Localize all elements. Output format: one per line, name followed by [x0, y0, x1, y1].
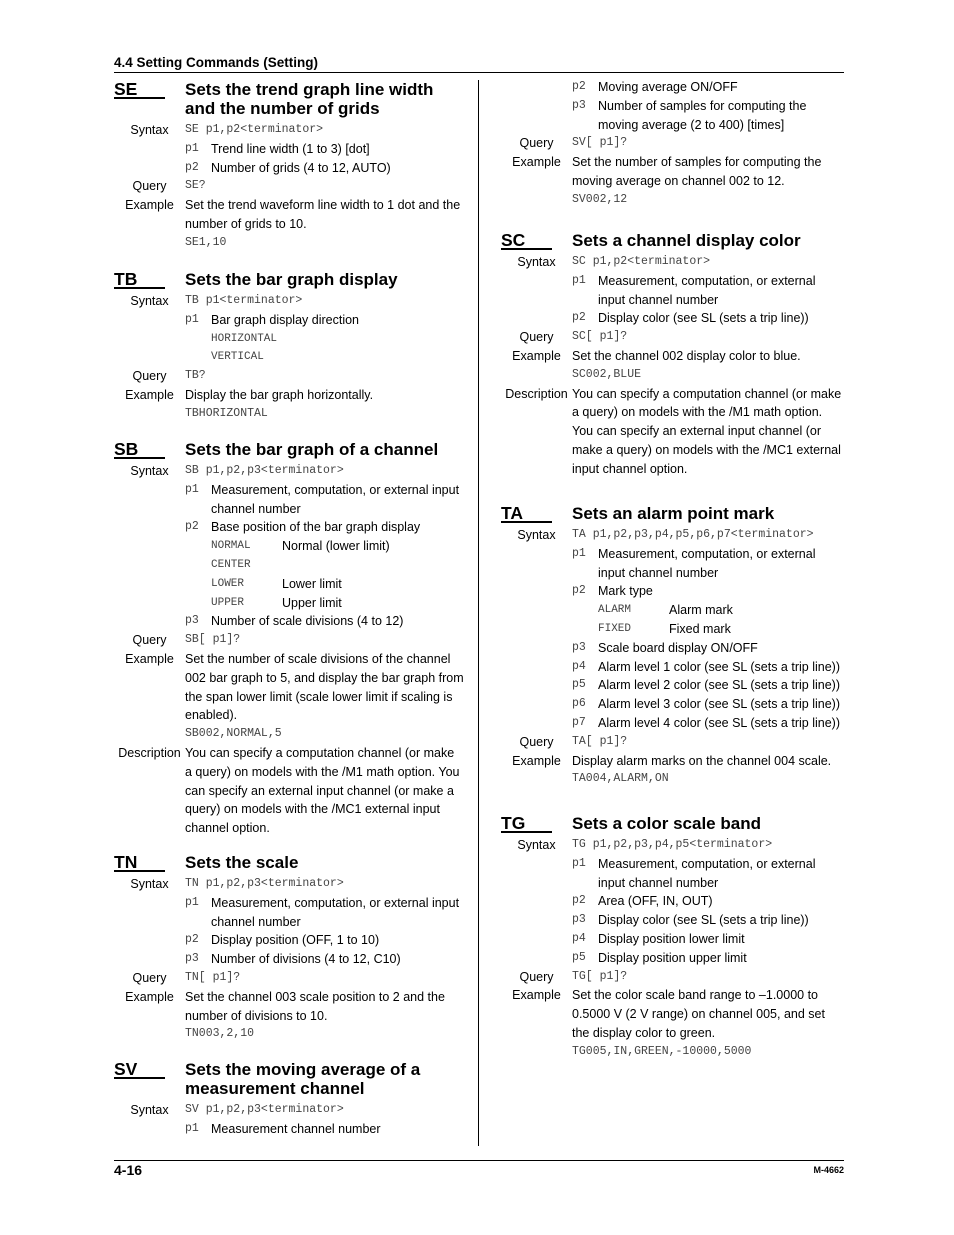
se-heading — [114, 80, 464, 118]
option-key: VERTICAL — [211, 351, 264, 364]
option-key: UPPER — [211, 596, 245, 609]
sb-heading — [114, 440, 464, 459]
sb-param — [185, 518, 464, 537]
sc-syntax: SC p1,p2<terminator> — [572, 255, 711, 268]
tn-example-text: Set the channel 003 scale position to 2 and the number of divisions to 10. — [185, 989, 445, 1023]
param-name: p2 — [572, 894, 586, 908]
example-label: Example — [125, 387, 174, 402]
param-name: p3 — [572, 640, 586, 654]
sv-param — [572, 97, 844, 135]
ta-example-row — [501, 752, 844, 790]
query-label: Query — [519, 136, 554, 151]
sc-title: Sets a channel display color — [572, 231, 801, 250]
ta-example-text: Display alarm marks on the channel 004 scale. — [572, 753, 832, 768]
sb-example-code: SB002,NORMAL,5 — [185, 727, 282, 741]
sc-example-row — [501, 347, 844, 385]
param-name: p3 — [572, 98, 586, 112]
sc-description-row — [501, 385, 844, 479]
param-text: Scale board display ON/OFF — [598, 640, 758, 655]
ta-param — [572, 676, 844, 695]
ta-param — [572, 695, 844, 714]
tn-heading — [114, 853, 464, 872]
sv-param — [185, 1120, 464, 1139]
param-name: p3 — [185, 952, 199, 966]
syntax-label: Syntax — [130, 1103, 169, 1117]
option-key: CENTER — [211, 558, 251, 571]
option-text: Lower limit — [282, 576, 342, 591]
sv-params-cont — [501, 78, 844, 134]
option-key: LOWER — [211, 577, 245, 590]
option-key: NORMAL — [211, 540, 251, 553]
tg-param — [572, 949, 844, 968]
blank-label — [501, 78, 572, 134]
sv-query: SV[ p1]? — [572, 136, 628, 150]
command-se — [114, 80, 464, 270]
sv-heading — [114, 1060, 464, 1098]
example-label: Example — [125, 198, 174, 213]
option-text — [282, 556, 464, 575]
se-code: SE — [114, 80, 165, 99]
param-text: Alarm level 2 color (see SL (sets a trip line)) — [598, 678, 840, 693]
tb-option — [185, 348, 464, 367]
sb-title: Sets the bar graph of a channel — [185, 440, 439, 459]
description-label: Description — [118, 745, 181, 760]
example-label: Example — [512, 753, 561, 768]
sc-heading — [501, 231, 844, 250]
command-sb — [114, 440, 464, 853]
ta-query-row — [501, 733, 844, 752]
param-text: Display position lower limit — [598, 931, 745, 946]
sb-syntax-row — [114, 462, 464, 631]
command-tb — [114, 270, 464, 440]
sv-title: Sets the moving average of a measurement channel — [185, 1060, 421, 1098]
param-text: Alarm level 1 color (see SL (sets a trip line)) — [598, 659, 840, 674]
se-query-row — [114, 177, 464, 196]
tn-param — [185, 894, 464, 932]
tg-heading — [501, 814, 844, 833]
tb-title: Sets the bar graph display — [185, 270, 398, 289]
tn-syntax: TN p1,p2,p3<terminator> — [185, 877, 344, 890]
sv-example-code: SV002,12 — [572, 192, 628, 206]
tb-param — [185, 311, 464, 330]
ta-param — [572, 658, 844, 677]
tn-example-code: TN003,2,10 — [185, 1027, 255, 1041]
syntax-label: Syntax — [517, 255, 556, 269]
example-label: Example — [512, 348, 561, 363]
param-text: Alarm level 4 color (see SL (sets a trip line)) — [598, 715, 840, 730]
ta-param — [572, 582, 844, 601]
syntax-label: Syntax — [130, 464, 169, 478]
param-text: Measurement, computation, or external input channel number — [211, 482, 460, 516]
se-syntax-row — [114, 121, 464, 177]
ta-heading — [501, 504, 844, 523]
sc-param — [572, 272, 844, 310]
se-title: Sets the trend graph line width and the number of grids — [185, 80, 434, 118]
param-text: Number of samples for computing the moving average (2 to 400) [times] — [598, 98, 807, 132]
se-param — [185, 159, 464, 178]
header-rule — [114, 72, 844, 73]
sc-syntax-row — [501, 253, 844, 328]
param-name: p1 — [572, 546, 586, 560]
ta-query: TA[ p1]? — [572, 734, 628, 748]
tn-title: Sets the scale — [185, 853, 299, 872]
sb-option — [185, 575, 464, 594]
param-name: p1 — [572, 273, 586, 287]
command-ta — [501, 504, 844, 814]
sb-param — [185, 612, 464, 631]
param-text: Measurement, computation, or external input channel number — [598, 546, 816, 580]
sv-syntax: SV p1,p2,p3<terminator> — [185, 1103, 344, 1116]
se-param — [185, 140, 464, 159]
param-name: p2 — [572, 584, 586, 598]
sb-option — [185, 594, 464, 613]
option-text: Normal (lower limit) — [282, 539, 390, 554]
syntax-label: Syntax — [517, 838, 556, 852]
param-text: Measurement channel number — [211, 1121, 381, 1136]
param-text: Display position upper limit — [598, 950, 747, 965]
syntax-label: Syntax — [517, 528, 556, 542]
sb-code: SB — [114, 440, 165, 459]
sc-example-code: SC002,BLUE — [572, 367, 642, 381]
tg-param — [572, 855, 844, 893]
example-label: Example — [125, 651, 174, 666]
param-text: Measurement, computation, or external input channel number — [598, 273, 816, 307]
ta-title: Sets an alarm point mark — [572, 504, 775, 523]
tg-param — [572, 930, 844, 949]
tg-example-text: Set the color scale band range to –1.0000 to 0.5000 V (2 V range) on channel 005, and set the display color to green. — [572, 988, 825, 1040]
sc-example-text: Set the channel 002 display color to blue. — [572, 348, 801, 363]
param-name: p3 — [572, 913, 586, 927]
param-text: Base position of the bar graph display — [211, 520, 421, 535]
param-text: Trend line width (1 to 3) [dot] — [211, 141, 370, 156]
param-name: p3 — [185, 614, 199, 628]
tn-code: TN — [114, 853, 165, 872]
se-query: SE? — [185, 179, 206, 193]
tb-syntax-row — [114, 292, 464, 367]
param-name: p4 — [572, 931, 586, 945]
sb-description: You can specify a computation channel (or make a query) on models with the /M1 math option. You can specify an external input channel (or make a query) on models with the /MC1 external input channel option. — [185, 745, 460, 836]
sb-option — [185, 537, 464, 556]
command-sv-continued — [501, 78, 844, 231]
ta-example-code: TA004,ALARM,ON — [572, 772, 669, 786]
param-text: Number of scale divisions (4 to 12) — [211, 614, 404, 629]
param-name: p1 — [185, 895, 199, 909]
param-text: Display position (OFF, 1 to 10) — [211, 933, 380, 948]
option-text: Fixed mark — [669, 621, 731, 636]
param-name: p1 — [572, 856, 586, 870]
se-example-row — [114, 196, 464, 252]
tg-syntax: TG p1,p2,p3,p4,p5<terminator> — [572, 838, 773, 851]
tn-param — [185, 950, 464, 969]
column-divider — [478, 80, 479, 1146]
tb-example-code: TBHORIZONTAL — [185, 406, 268, 420]
param-name: p2 — [185, 933, 199, 947]
tb-query-row — [114, 367, 464, 386]
page-number: 4-16 — [114, 1162, 143, 1178]
sv-param — [572, 78, 844, 97]
tg-query: TG[ p1]? — [572, 969, 628, 983]
ta-param — [572, 714, 844, 733]
param-text: Display color (see SL (sets a trip line)) — [598, 913, 809, 928]
sb-description-row — [114, 744, 464, 838]
sc-query: SC[ p1]? — [572, 330, 628, 344]
param-name: p6 — [572, 697, 586, 711]
tg-param — [572, 911, 844, 930]
option-key: HORIZONTAL — [211, 332, 278, 345]
sb-option — [185, 556, 464, 575]
ta-option — [572, 620, 844, 639]
tg-example-code: TG005,IN,GREEN,-10000,5000 — [572, 1044, 752, 1058]
option-text: Upper limit — [282, 595, 342, 610]
command-tn — [114, 853, 464, 1060]
section-header: 4.4 Setting Commands (Setting) — [114, 55, 319, 70]
command-sc — [501, 231, 844, 504]
command-tg — [501, 814, 844, 1062]
sc-code: SC — [501, 231, 552, 250]
example-label: Example — [512, 988, 561, 1003]
param-name: p7 — [572, 715, 586, 729]
command-sv — [114, 1060, 464, 1139]
ta-syntax: TA p1,p2,p3,p4,p5,p6,p7<terminator> — [572, 528, 814, 541]
syntax-label: Syntax — [130, 294, 169, 308]
tn-param — [185, 931, 464, 950]
se-syntax: SE p1,p2<terminator> — [185, 123, 324, 136]
example-label: Example — [512, 155, 561, 170]
sv-syntax-row — [114, 1101, 464, 1139]
param-text: Number of grids (4 to 12, AUTO) — [211, 160, 391, 175]
param-text: Moving average ON/OFF — [598, 80, 738, 94]
syntax-label: Syntax — [130, 123, 169, 137]
param-text: Bar graph display direction — [211, 312, 359, 327]
tg-query-row — [501, 968, 844, 987]
syntax-label: Syntax — [130, 877, 169, 891]
ta-option — [572, 601, 844, 620]
param-text: Measurement, computation, or external input channel number — [211, 895, 460, 929]
ta-param — [572, 639, 844, 658]
param-text: Mark type — [598, 584, 653, 599]
option-key: ALARM — [598, 604, 632, 617]
tb-option — [185, 330, 464, 349]
tg-title: Sets a color scale band — [572, 814, 761, 833]
ta-param — [572, 545, 844, 583]
tg-syntax-row — [501, 836, 844, 968]
tg-param — [572, 892, 844, 911]
tn-query-row — [114, 969, 464, 988]
param-name: p2 — [572, 80, 586, 93]
tb-syntax: TB p1<terminator> — [185, 294, 303, 307]
right-column — [501, 78, 844, 1062]
tn-example-row — [114, 988, 464, 1044]
param-name: p5 — [572, 950, 586, 964]
param-name: p4 — [572, 659, 586, 673]
sb-param — [185, 481, 464, 519]
tn-query: TN[ p1]? — [185, 970, 241, 984]
sc-param — [572, 309, 844, 328]
ta-code: TA — [501, 504, 552, 523]
tg-code: TG — [501, 814, 552, 833]
se-example-code: SE1,10 — [185, 235, 227, 249]
example-label: Example — [125, 989, 174, 1004]
param-name: p1 — [185, 141, 199, 155]
tg-example-row — [501, 986, 844, 1061]
tb-query: TB? — [185, 369, 206, 383]
sb-query: SB[ p1]? — [185, 633, 241, 647]
query-label: Query — [132, 970, 167, 985]
sc-description: You can specify a computation channel (or make a query) on models with the /M1 math option. You can specify an external input channel (or make a query) on models with the /MC1 external input channel option. — [572, 386, 842, 476]
option-text: Alarm mark — [669, 603, 733, 618]
param-name: p2 — [185, 520, 199, 534]
sb-query-row — [114, 631, 464, 650]
query-label: Query — [519, 330, 554, 345]
sb-example-row — [114, 650, 464, 744]
ta-syntax-row — [501, 526, 844, 733]
sv-example-row — [501, 153, 844, 209]
sc-query-row — [501, 328, 844, 347]
tb-heading — [114, 270, 464, 289]
tb-example-row — [114, 386, 464, 424]
tb-code: TB — [114, 270, 165, 289]
option-key: FIXED — [598, 622, 632, 635]
param-name: p2 — [572, 311, 586, 325]
param-name: p1 — [185, 482, 199, 496]
tn-syntax-row — [114, 875, 464, 969]
query-label: Query — [132, 633, 167, 648]
tb-example-text: Display the bar graph horizontally. — [185, 387, 374, 402]
query-label: Query — [132, 179, 167, 194]
query-label: Query — [519, 734, 554, 749]
left-column — [114, 80, 464, 1139]
sv-example-text: Set the number of samples for computing the moving average on channel 002 to 12. — [572, 155, 822, 188]
param-text: Display color (see SL (sets a trip line)) — [598, 311, 809, 326]
sv-code: SV — [114, 1060, 165, 1079]
sb-syntax: SB p1,p2,p3<terminator> — [185, 464, 344, 477]
footer-rule — [114, 1160, 844, 1161]
param-name: p1 — [185, 312, 199, 326]
param-name: p1 — [185, 1121, 199, 1135]
sv-query-row — [501, 134, 844, 153]
param-name: p5 — [572, 678, 586, 692]
param-text: Number of divisions (4 to 12, C10) — [211, 952, 401, 967]
param-text: Alarm level 3 color (see SL (sets a trip line)) — [598, 697, 840, 712]
description-label: Description — [505, 386, 568, 401]
sb-example-text: Set the number of scale divisions of the channel 002 bar graph to 5, and display the bar graph from the span lower limit (scale lower limit if scaling is enabled). — [185, 651, 464, 723]
param-text: Area (OFF, IN, OUT) — [598, 894, 713, 909]
param-name: p2 — [185, 160, 199, 174]
param-text: Measurement, computation, or external input channel number — [598, 856, 816, 890]
query-label: Query — [519, 969, 554, 984]
se-example-text: Set the trend waveform line width to 1 dot and the number of grids to 10. — [185, 198, 461, 231]
document-id: M-4662 — [813, 1165, 844, 1175]
query-label: Query — [132, 369, 167, 384]
